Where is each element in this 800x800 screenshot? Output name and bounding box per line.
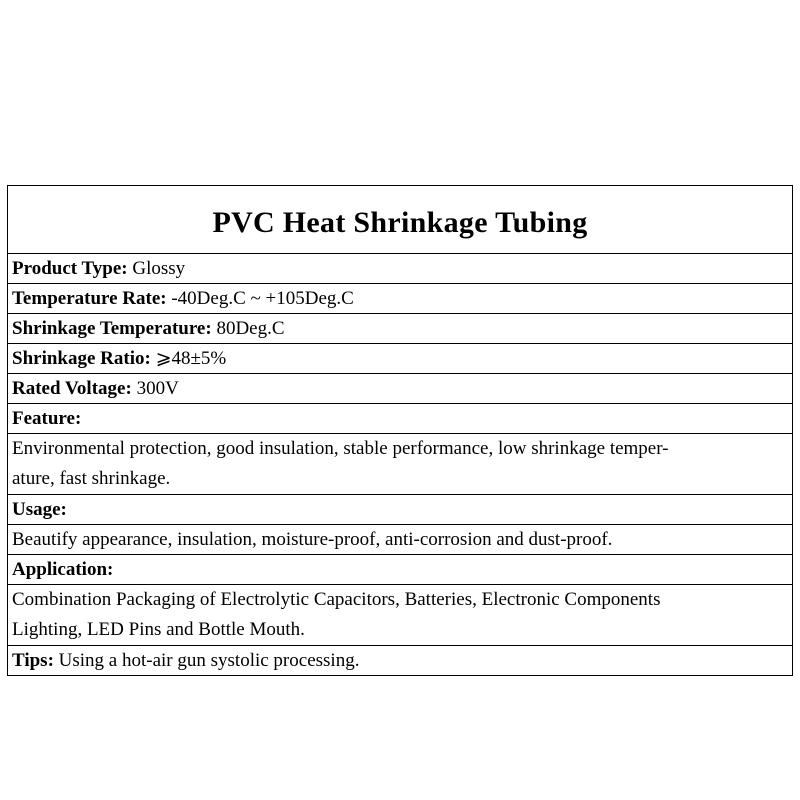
spec-label: Rated Voltage: — [12, 378, 132, 399]
page-title: PVC Heat Shrinkage Tubing — [8, 186, 793, 254]
tips-row — [8, 646, 793, 676]
spec-value: Glossy — [127, 258, 186, 279]
feature-line: ature, fast shrinkage. — [12, 468, 171, 489]
spec-value: 300V — [131, 378, 179, 399]
tips — [8, 646, 793, 676]
tips-label: Tips: — [12, 650, 54, 671]
spec-row-product-type — [8, 254, 793, 284]
application-line: Combination Packaging of Electrolytic Capacitors, Batteries, Electronic Components — [12, 589, 661, 610]
spec-label: Shrinkage Ratio: — [12, 348, 151, 369]
spec-shrinkage-temperature — [8, 314, 793, 344]
spec-value: 80Deg.C — [211, 318, 285, 339]
usage-heading: Usage: — [8, 495, 793, 525]
feature-line: Environmental protection, good insulation, stable performance, low shrinkage temper- — [12, 438, 669, 459]
spec-row-temperature-rate — [8, 284, 793, 314]
application-heading: Application: — [8, 555, 793, 585]
spec-shrinkage-ratio — [8, 344, 793, 374]
spec-row-shrinkage-temperature — [8, 314, 793, 344]
tips-value: Using a hot-air gun systolic processing. — [53, 650, 360, 671]
feature-heading: Feature: — [8, 404, 793, 434]
spec-temperature-rate — [8, 284, 793, 314]
spec-value: ⩾48±5% — [150, 348, 227, 369]
usage-header-row — [8, 495, 793, 525]
feature-body-row — [8, 434, 793, 495]
feature-header-row — [8, 404, 793, 434]
spec-value: -40Deg.C ~ +105Deg.C — [166, 288, 354, 309]
application-text — [8, 585, 793, 646]
spec-table — [7, 185, 793, 676]
spec-label: Temperature Rate: — [12, 288, 167, 309]
feature-text — [8, 434, 793, 495]
spec-row-shrinkage-ratio — [8, 344, 793, 374]
application-header-row — [8, 555, 793, 585]
application-body-row — [8, 585, 793, 646]
spec-product-type — [8, 254, 793, 284]
spec-label: Product Type: — [12, 258, 128, 279]
usage-body-row — [8, 525, 793, 555]
application-line: Lighting, LED Pins and Bottle Mouth. — [12, 619, 305, 640]
usage-text: Beautify appearance, insulation, moisture-proof, anti-corrosion and dust-proof. — [8, 525, 793, 555]
spec-rated-voltage — [8, 374, 793, 404]
spec-label: Shrinkage Temperature: — [12, 318, 212, 339]
spec-row-rated-voltage — [8, 374, 793, 404]
title-row — [8, 186, 793, 254]
